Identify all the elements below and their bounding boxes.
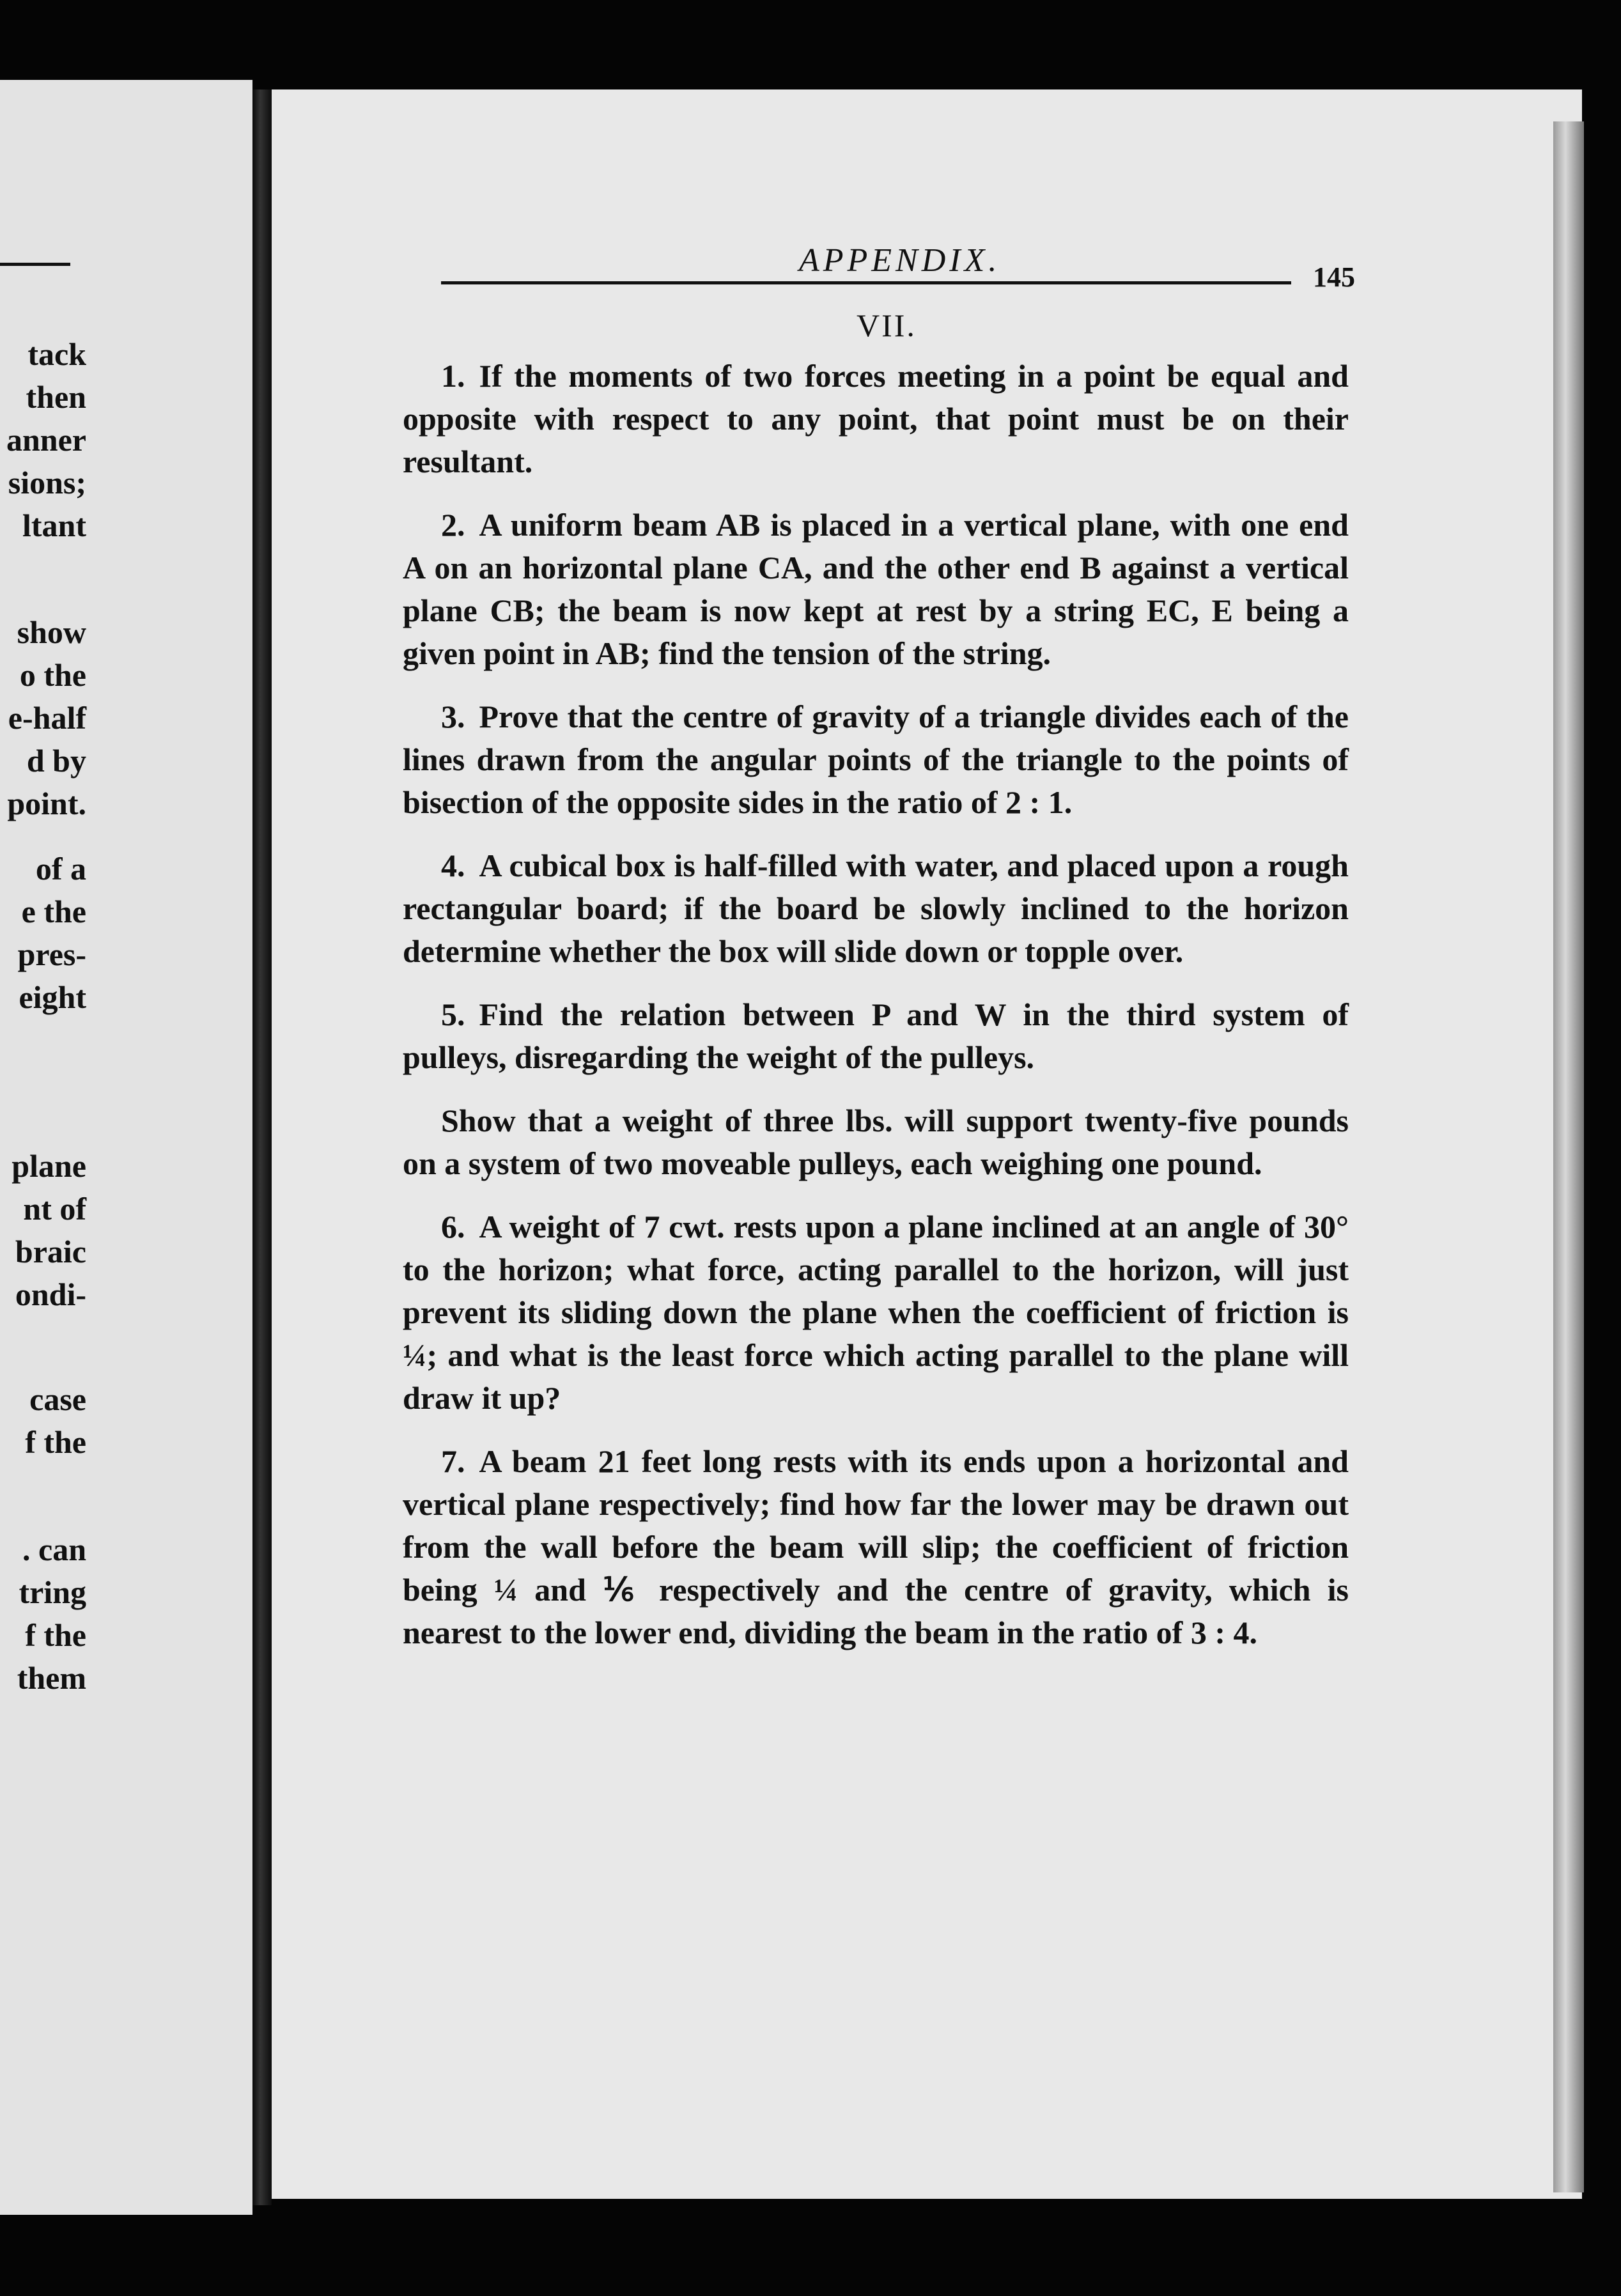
problem-item: [403, 1206, 1349, 1420]
left-fragment: plane: [12, 1148, 86, 1184]
problem-text: A cubical box is half-filled with water, and placed upon a rough rectangular board; if the board be slowly inclined to the horizon determine whether the box will slide down or topple over.: [403, 848, 1349, 969]
problem-number: 1.: [441, 358, 465, 394]
problem-number: 4.: [441, 848, 465, 883]
problem-number: 6.: [441, 1209, 465, 1245]
left-fragment: e-half: [8, 700, 86, 736]
page-header: [441, 242, 1355, 293]
problem-item: [403, 993, 1349, 1079]
problem-item: [403, 1099, 1349, 1185]
problem-item: [403, 504, 1349, 675]
left-fragment: sions;: [8, 465, 86, 500]
problem-text: A weight of 7 cwt. rests upon a plane inclined at an angle of 30° to the horizon; what force, acting parallel to the horizon, will just prevent its sliding down the plane when the coefficient of friction is ¼; and what is the least force which acting parallel to the plane will draw it up?: [403, 1209, 1349, 1416]
left-fragment: of a: [35, 851, 86, 887]
left-fragment: eight: [19, 979, 86, 1015]
problem-text: A uniform beam AB is placed in a vertical plane, with one end A on an horizontal plane CA, and the other end B against a vertical plane CB; the beam is now kept at rest by a string EC, E being a given point in AB; find the tension of the string.: [403, 507, 1349, 671]
left-fragment: them: [17, 1660, 86, 1696]
left-fragment: tring: [19, 1574, 86, 1610]
problem-number: 7.: [441, 1443, 465, 1479]
left-fragment: d by: [26, 743, 86, 779]
left-fragment: nt of: [23, 1191, 86, 1227]
running-head: APPENDIX.: [799, 242, 1001, 279]
left-fragment: show: [17, 614, 86, 650]
left-fragment: anner: [6, 422, 86, 458]
left-page-rule: [0, 263, 70, 266]
left-fragment: f the: [25, 1617, 86, 1653]
page-number: 145: [1313, 261, 1355, 293]
left-fragment: point.: [7, 786, 86, 821]
problem-text: A beam 21 feet long rests with its ends upon a horizontal and vertical plane respectively; find how far the lower may be drawn out from the wall before the beam will slip; the coefficient of friction being ¼ and ⅙ respectively and the centre of gravity, which is nearest to the lower end, dividing the beam in the ratio of 3 : 4.: [403, 1443, 1349, 1650]
left-fragment: . can: [22, 1532, 86, 1567]
problem-list: [403, 355, 1349, 1675]
problem-item: [403, 355, 1349, 483]
problem-text: Prove that the centre of gravity of a triangle divides each of the lines drawn from the angular points of the triangle to the points of bisection of the opposite sides in the ratio of 2 : 1.: [403, 699, 1349, 820]
left-fragment: ondi-: [15, 1276, 86, 1312]
problem-number: 3.: [441, 699, 465, 734]
left-fragment: pres-: [17, 936, 86, 972]
problem-item: [403, 1440, 1349, 1654]
left-page: [0, 80, 252, 2215]
problem-text: Find the relation between P and W in the third system of pulleys, disregarding the weight of the pulleys.: [403, 997, 1349, 1075]
left-fragment: tack: [27, 336, 86, 372]
left-fragment: e the: [21, 894, 86, 929]
problem-text: If the moments of two forces meeting in a point be equal and opposite with respect to any point, that point must be on their resultant.: [403, 358, 1349, 479]
page-edge: [1553, 121, 1584, 2192]
section-title: VII.: [857, 307, 917, 343]
left-fragment: f the: [25, 1424, 86, 1460]
problem-number: 5.: [441, 997, 465, 1032]
problem-text: Show that a weight of three lbs. will support twenty-five pounds on a system of two moveable pulleys, each weighing one pound.: [403, 1103, 1349, 1181]
problem-item: [403, 695, 1349, 824]
problem-item: [403, 844, 1349, 973]
book-gutter: [252, 89, 272, 2205]
left-fragment: braic: [15, 1234, 86, 1269]
problem-number: 2.: [441, 507, 465, 543]
left-fragment: ltant: [22, 508, 86, 543]
left-fragment: o the: [19, 657, 86, 693]
header-rule: [441, 281, 1291, 284]
left-fragment: then: [26, 379, 86, 415]
left-fragment: case: [29, 1381, 86, 1417]
